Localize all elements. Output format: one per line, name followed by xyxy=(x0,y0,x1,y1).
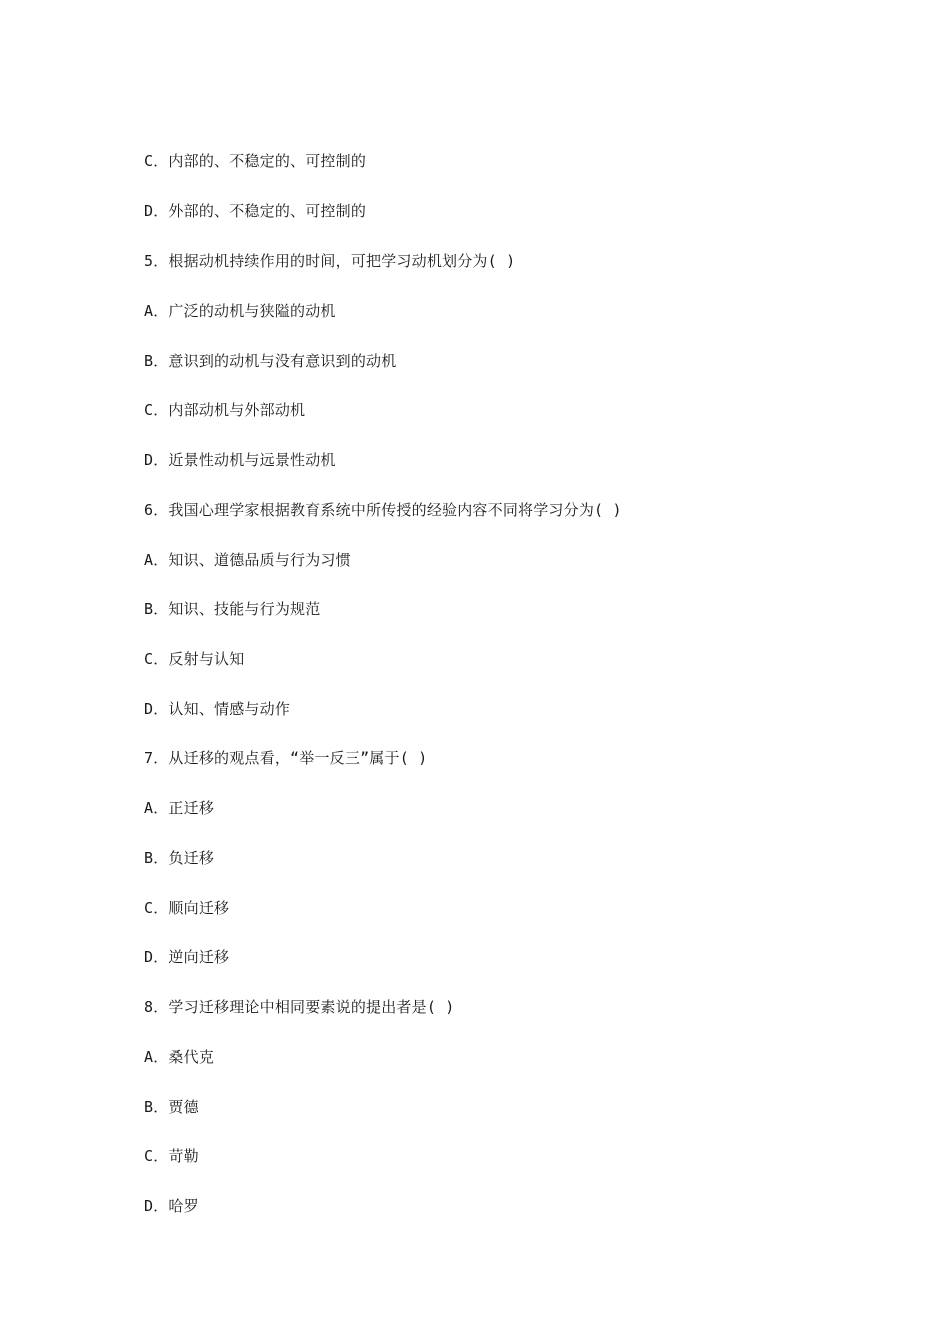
option-line: C．顺向迁移 xyxy=(144,899,230,917)
option-line: B．负迁移 xyxy=(144,849,215,867)
question-line: 7．从迁移的观点看，“举一反三”属于( ) xyxy=(144,749,428,767)
option-line: A．知识、道德品质与行为习惯 xyxy=(144,551,351,569)
option-line: B．知识、技能与行为规范 xyxy=(144,600,321,618)
option-line: A．桑代克 xyxy=(144,1048,215,1066)
option-line: B．贾德 xyxy=(144,1098,199,1116)
option-line: A．广泛的动机与狭隘的动机 xyxy=(144,302,336,320)
option-line: D．认知、情感与动作 xyxy=(144,700,291,718)
option-line: C．内部的、不稳定的、可控制的 xyxy=(144,152,367,170)
question-line: 8．学习迁移理论中相同要素说的提出者是( ) xyxy=(144,998,455,1016)
option-line: D．逆向迁移 xyxy=(144,948,230,966)
option-line: D．外部的、不稳定的、可控制的 xyxy=(144,202,367,220)
question-line: 5．根据动机持续作用的时间，可把学习动机划分为( ) xyxy=(144,252,516,270)
option-line: A．正迁移 xyxy=(144,799,215,817)
option-line: C．反射与认知 xyxy=(144,650,245,668)
question-line: 6．我国心理学家根据教育系统中所传授的经验内容不同将学习分为( ) xyxy=(144,501,622,519)
option-line: C．内部动机与外部动机 xyxy=(144,401,306,419)
option-line: C．苛勒 xyxy=(144,1147,199,1165)
option-line: D．哈罗 xyxy=(144,1197,199,1215)
option-line: D．近景性动机与远景性动机 xyxy=(144,451,336,469)
option-line: B．意识到的动机与没有意识到的动机 xyxy=(144,352,397,370)
